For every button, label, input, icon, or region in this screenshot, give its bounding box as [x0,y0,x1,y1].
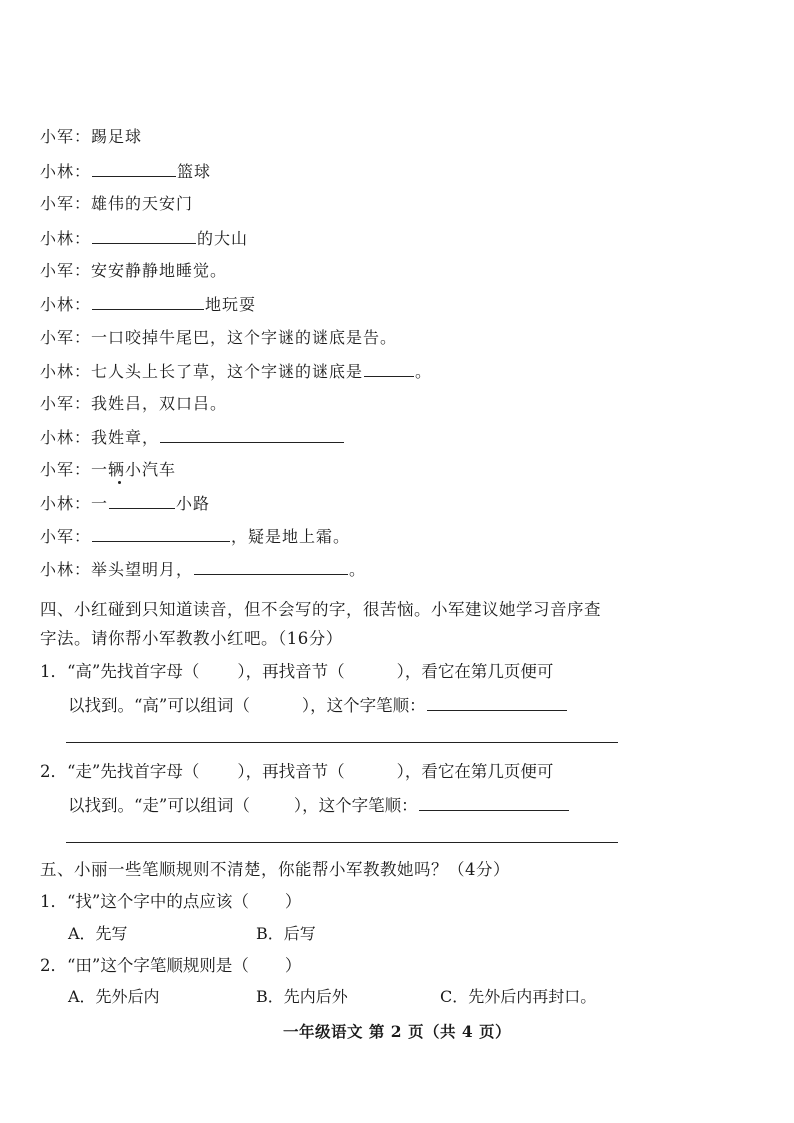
page-footer: 一年级语文 第 2 页（共 4 页） [282,1022,512,1041]
speaker: 小军： [40,527,92,546]
section-4-title-line-1: 四、小红碰到只知道读音，但不会写的字，很苦恼。小军建议她学习音序查 [40,600,601,619]
section-4-question-2-cont [68,794,570,818]
line-text: ，疑是地上霜。 [231,527,351,546]
speaker: 小军： [40,460,92,479]
stroke-order-line[interactable] [66,842,618,843]
speaker: 小军： [40,328,92,347]
question-text: ），这个字笔顺： [301,696,426,715]
question-number: 1． [40,662,67,681]
line-text: 。 [415,362,433,381]
line-text: 我姓吕，双口吕。 [91,394,228,413]
option-a[interactable]: A．先外后内 [68,987,160,1006]
answer-blank[interactable] [92,293,204,310]
question-text: ） [284,892,302,911]
question-text: 以找到。“走”可以组词（ [68,796,250,815]
line-text: 雄伟的天安门 [91,194,194,213]
question-text: ），这个字笔顺： [293,796,418,815]
question-text: ），再找音节（ [237,762,345,781]
line-text: 地玩耍 [205,295,257,314]
speaker: 小军： [40,394,92,413]
line-text: 一辆小汽车 [91,460,177,479]
line-text: 的大山 [197,229,249,248]
line-text: 安安静静地睡觉。 [91,261,228,280]
speaker: 小林： [40,362,92,381]
question-text: ），再找音节（ [237,662,345,681]
speaker: 小林： [40,295,92,314]
question-number: 2． [40,956,67,975]
line-text: 一 [91,494,109,513]
ink-dot [118,481,121,484]
question-text: ），看它在第几页便可 [396,662,554,681]
speaker: 小林： [40,229,92,248]
question-number: 2． [40,762,67,781]
question-text: “田”这个字笔顺规则是（ [67,956,249,975]
dialogue-line-7 [40,327,397,349]
dialogue-line-1 [40,126,142,148]
question-text: ），看它在第几页便可 [396,762,554,781]
question-text: “高”先找首字母（ [67,662,200,681]
line-text: 。 [349,560,367,579]
speaker: 小林： [40,162,92,181]
speaker: 小军： [40,261,92,280]
speaker: 小军： [40,194,92,213]
option-b[interactable]: B．先内后外 [256,987,348,1006]
section-5-question-1 [40,890,301,914]
line-text: 我姓章， [91,428,160,447]
line-text: 一口咬掉牛尾巴，这个字谜的谜底是告。 [91,328,398,347]
answer-blank[interactable] [364,360,414,377]
dialogue-line-10 [40,426,345,449]
option-c[interactable]: C．先外后内再封口。 [440,987,597,1006]
section-4-question-1-cont [68,694,568,718]
dialogue-line-5 [40,260,227,282]
option-b[interactable]: B．后写 [256,924,316,943]
line-text: 举头望明月， [91,560,194,579]
dialogue-line-4 [40,227,248,250]
speaker: 小林： [40,560,92,579]
question-text: ） [284,956,302,975]
answer-blank[interactable] [92,525,230,542]
question-number: 1． [40,892,67,911]
stroke-order-blank[interactable] [427,694,567,711]
dialogue-line-9 [40,393,227,415]
question-text: “走”先找首字母（ [67,762,200,781]
question-text: “找”这个字中的点应该（ [67,892,249,911]
speaker: 小军： [40,127,92,146]
section-4-title-line-2: 字法。请你帮小军教教小红吧。（16分） [40,629,343,648]
dialogue-line-8 [40,360,432,383]
dialogue-line-3 [40,193,193,215]
dialogue-line-2 [40,160,211,183]
section-5-title: 五、小丽一些笔顺规则不清楚，你能帮小军教教她吗？（4分） [40,860,510,879]
answer-blank[interactable] [160,426,344,443]
stroke-order-line[interactable] [66,742,618,743]
line-text: 踢足球 [91,127,143,146]
section-5-question-2 [40,954,301,978]
stroke-order-blank[interactable] [419,794,569,811]
section-4-question-2 [40,760,553,784]
dialogue-line-14 [40,558,366,581]
section-4-question-1 [40,660,553,684]
dialogue-line-12 [40,492,210,515]
line-text: 七人头上长了草，这个字谜的谜底是 [91,362,364,381]
dialogue-line-13 [40,525,350,548]
line-text: 小路 [176,494,211,513]
answer-blank[interactable] [92,160,176,177]
speaker: 小林： [40,494,92,513]
answer-blank[interactable] [92,227,196,244]
speaker: 小林： [40,428,92,447]
answer-blank[interactable] [109,492,175,509]
line-text: 篮球 [177,162,212,181]
question-text: 以找到。“高”可以组词（ [68,696,250,715]
option-a[interactable]: A．先写 [68,924,128,943]
answer-blank[interactable] [194,558,348,575]
dialogue-line-11 [40,459,176,481]
dialogue-line-6 [40,293,256,316]
